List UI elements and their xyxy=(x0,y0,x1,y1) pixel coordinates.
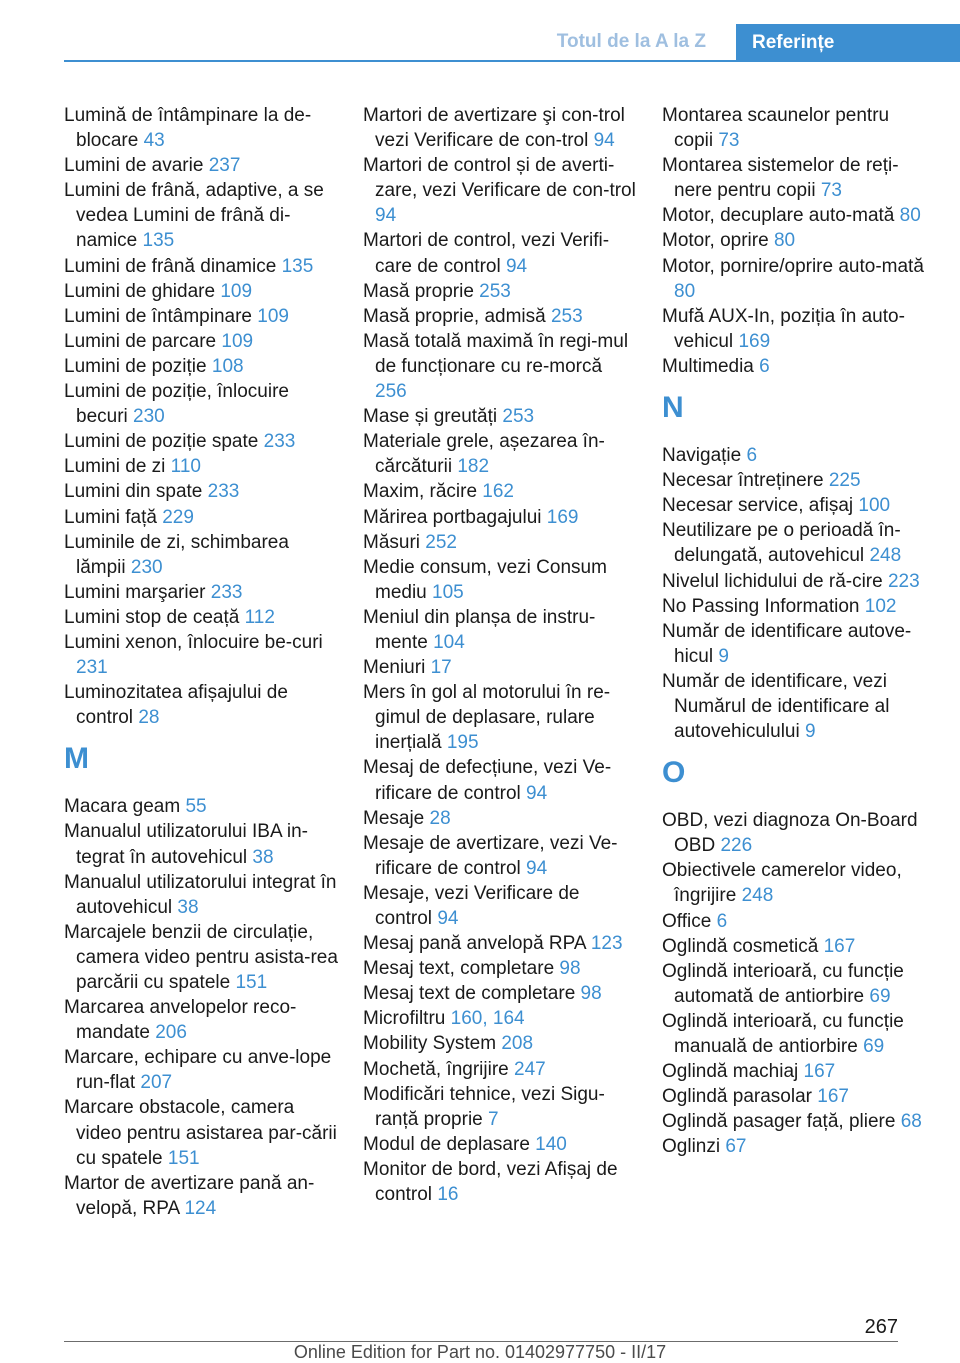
index-column-3 xyxy=(662,103,932,1159)
page-reference-link[interactable]: 162 xyxy=(482,481,514,503)
index-entry-text: Mesaje xyxy=(363,807,425,829)
index-entry-text: Lumini față xyxy=(64,506,157,528)
page-reference-link[interactable]: 248 xyxy=(869,545,902,567)
page-reference-link[interactable]: 80 xyxy=(674,280,696,302)
index-entry xyxy=(363,228,638,278)
page-reference-link[interactable]: 17 xyxy=(430,657,452,679)
index-entry xyxy=(363,279,638,304)
index-entry-text: Necesar întreținere xyxy=(662,470,824,492)
index-entry xyxy=(662,808,932,858)
page-reference-link[interactable]: 167 xyxy=(823,935,856,957)
index-entry-text: Luminozitatea afișajului de control xyxy=(64,682,288,729)
index-entry-text: Lumini de frână, adaptive, a se vedea Lumini de frână di-namice xyxy=(64,180,324,252)
index-entry-text: Mesaje de avertizare, vezi Ve-rificare de control xyxy=(363,832,618,879)
page-reference-link[interactable]: 38 xyxy=(252,846,274,868)
index-entry xyxy=(64,505,339,530)
index-entry xyxy=(662,304,932,354)
index-entry xyxy=(662,909,932,934)
section-title: Totul de la A la Z xyxy=(556,31,706,52)
index-entry xyxy=(363,505,638,530)
page-reference-link[interactable]: 207 xyxy=(140,1072,173,1094)
index-entry-text: Oglindă pasager față, pliere xyxy=(662,1111,896,1133)
page-reference-link[interactable]: 73 xyxy=(820,180,842,202)
index-entry-text: Lumini de poziție xyxy=(64,355,207,377)
page-reference-link[interactable]: 233 xyxy=(263,431,296,453)
index-entry-text: Lumini de avarie xyxy=(64,155,204,177)
index-entry-text: Mase și greutăți xyxy=(363,406,498,428)
index-entry-text: Lumini stop de ceață xyxy=(64,606,240,628)
index-entry-text: Motor, oprire xyxy=(662,230,769,252)
index-entry-text: Motor, pornire/oprire auto-mată xyxy=(662,255,924,277)
index-entry xyxy=(64,920,339,995)
index-entry xyxy=(64,429,339,454)
page-reference-link[interactable]: 43 xyxy=(143,130,165,152)
index-entry xyxy=(662,619,932,669)
index-entry xyxy=(363,1082,638,1132)
page-reference-link[interactable]: 230 xyxy=(130,556,163,578)
index-entry xyxy=(662,228,932,253)
page-reference-link[interactable]: 247 xyxy=(514,1058,546,1080)
index-entry xyxy=(662,858,932,908)
page-reference-link[interactable]: 6 xyxy=(746,445,758,467)
page-reference-link[interactable]: 223 xyxy=(887,570,920,592)
index-entry xyxy=(363,555,638,605)
index-entry xyxy=(363,304,638,329)
index-entry xyxy=(363,605,638,655)
index-entry xyxy=(64,178,339,253)
page-reference-link[interactable]: 167 xyxy=(817,1086,849,1108)
index-entry-text: Mărirea portbagajului xyxy=(363,506,542,528)
page-reference-link[interactable]: 253 xyxy=(502,406,535,428)
index-entry-text: OBD, vezi diagnoza On-Board OBD xyxy=(662,810,918,857)
index-entry-text: Lumini de ghidare xyxy=(64,280,216,302)
index-entry xyxy=(64,1171,339,1221)
page-reference-link[interactable]: 233 xyxy=(210,581,243,603)
index-entry-text: Lumină de întâmpinare la de-blocare xyxy=(64,105,312,152)
page-reference-link[interactable]: 16 xyxy=(437,1184,459,1206)
page-reference-link[interactable]: 98 xyxy=(559,958,581,980)
page-reference-link[interactable]: 135 xyxy=(281,255,314,277)
index-entry xyxy=(662,934,932,959)
index-column-1 xyxy=(64,103,339,1221)
index-entry-text: Masă totală maximă în regi-mul de funcționare cu re-morcă xyxy=(363,330,629,377)
index-entry xyxy=(363,1006,638,1031)
index-entry-text: Lumini de poziție spate xyxy=(64,431,259,453)
page-reference-link[interactable]: 112 xyxy=(244,606,275,628)
index-entry xyxy=(662,1134,932,1159)
index-entry-text: Număr de identificare autove-hicul xyxy=(662,620,912,667)
index-entry-text: Manualul utilizatorului IBA in-tegrat în autovehicul xyxy=(64,821,308,868)
page-reference-link[interactable]: 102 xyxy=(864,595,897,617)
page-reference-link[interactable]: 252 xyxy=(425,531,457,553)
index-entry-text: Mochetă, îngrijire xyxy=(363,1058,509,1080)
index-entry xyxy=(64,479,339,504)
index-entry-text: Număr de identificare, vezi Numărul de identificare al autovehiculului xyxy=(662,670,890,743)
index-entry-text: Maxim, răcire xyxy=(363,481,478,503)
index-entry-text: Mesaj text de completare xyxy=(363,983,576,1005)
page-reference-link[interactable]: 253 xyxy=(479,280,511,302)
page-reference-link[interactable]: 135 xyxy=(142,230,175,252)
index-entry xyxy=(64,153,339,178)
page-reference-link[interactable]: 225 xyxy=(828,470,861,492)
index-entry-text: Obiectivele camerelor video, îngrijire xyxy=(662,860,902,907)
index-entry xyxy=(662,443,932,468)
page-reference-link[interactable]: 237 xyxy=(208,155,241,177)
index-entry-text: Nivelul lichidului de ră-cire xyxy=(662,570,883,592)
chapter-tab: Referințe xyxy=(736,24,960,62)
index-entry xyxy=(662,1059,932,1084)
page-reference-link[interactable]: 226 xyxy=(720,835,753,857)
index-entry-text: Martor de avertizare pană an-velopă, RPA xyxy=(64,1172,315,1219)
index-entry xyxy=(363,429,638,479)
index-entry-text: Meniul din planșa de instru-mente xyxy=(363,606,596,653)
index-entry xyxy=(363,956,638,981)
index-entry-text: Necesar service, afișaj xyxy=(662,495,854,517)
page-reference-link[interactable]: 38 xyxy=(177,896,199,918)
index-entry xyxy=(64,530,339,580)
index-entry-text: Meniuri xyxy=(363,657,426,679)
index-entry-text: Multimedia xyxy=(662,355,754,377)
index-entry-text: Martori de control, vezi Verifi-care de control xyxy=(363,230,610,277)
index-entry-text: Lumini xenon, înlocuire be-curi xyxy=(64,631,323,653)
page-reference-link[interactable]: 94 xyxy=(526,782,548,804)
page-reference-link[interactable]: 256 xyxy=(375,381,407,403)
index-entry xyxy=(662,203,932,228)
page-reference-link[interactable]: 169 xyxy=(546,506,579,528)
index-entry-text: Mesaje, vezi Verificare de control xyxy=(363,882,580,929)
page-reference-link[interactable]: 100 xyxy=(858,495,891,517)
page-reference-link[interactable]: 9 xyxy=(718,645,729,667)
index-entry-text: Oglindă interioară, cu funcție manuală de antiorbire xyxy=(662,1010,904,1057)
index-entry-text: Marcarea anvelopelor reco-mandate xyxy=(64,997,297,1044)
index-entry xyxy=(662,1109,932,1134)
index-entry xyxy=(363,1157,638,1207)
index-entry-text: Microfiltru xyxy=(363,1008,446,1030)
page-reference-link[interactable]: 68 xyxy=(900,1111,922,1133)
page-reference-link[interactable]: 7 xyxy=(488,1108,499,1130)
index-letter-heading: M xyxy=(64,742,89,776)
index-entry xyxy=(662,669,932,744)
page-reference-link[interactable]: 6 xyxy=(716,910,728,932)
page-reference-link[interactable]: 195 xyxy=(446,732,479,754)
index-entry-text: Manualul utilizatorului integrat în autovehicul xyxy=(64,871,337,918)
page-reference-link[interactable]: 151 xyxy=(167,1147,200,1169)
index-entry xyxy=(64,819,339,869)
index-entry xyxy=(64,630,339,680)
index-entry-text: Medie consum, vezi Consum mediu xyxy=(363,556,607,603)
page-reference-link[interactable]: 80 xyxy=(899,205,921,227)
index-entry xyxy=(363,806,638,831)
index-entry xyxy=(64,329,339,354)
index-entry xyxy=(64,454,339,479)
index-entry-text: Motor, decuplare auto-mată xyxy=(662,205,895,227)
index-entry xyxy=(64,304,339,329)
page-reference-link[interactable]: 98 xyxy=(580,983,602,1005)
index-entry xyxy=(662,594,932,619)
index-entry xyxy=(64,1095,339,1170)
index-entry-text: Montarea sistemelor de reți-nere pentru copii xyxy=(662,155,899,202)
index-entry-text: Mesaj text, completare xyxy=(363,958,555,980)
index-entry-text: Măsuri xyxy=(363,531,421,553)
index-letter-heading: O xyxy=(662,756,686,790)
index-entry-text: Materiale grele, așezarea în-cărcăturii xyxy=(363,431,605,478)
page-reference-link[interactable]: 80 xyxy=(773,230,796,252)
page-reference-link[interactable]: 109 xyxy=(220,280,253,302)
index-entry xyxy=(363,981,638,1006)
index-entry xyxy=(363,404,638,429)
index-entry xyxy=(662,569,932,594)
page-reference-link[interactable]: 151 xyxy=(235,972,268,993)
index-entry-text: Marcajele benzii de circulație, camera video pentru asista-rea parcării cu spatele xyxy=(64,921,338,993)
index-entry-text: Lumini de poziție, înlocuire becuri xyxy=(64,381,289,428)
index-entry xyxy=(64,279,339,304)
page-reference-link[interactable]: 160, 164 xyxy=(450,1008,525,1030)
page-number: 267 xyxy=(864,1316,898,1338)
page-reference-link[interactable]: 109 xyxy=(221,330,254,352)
page-reference-link[interactable]: 124 xyxy=(184,1197,217,1219)
index-entry-text: Masă proprie xyxy=(363,280,474,302)
index-entry xyxy=(363,329,638,404)
index-entry-text: Oglinzi xyxy=(662,1136,721,1158)
page-reference-link[interactable]: 233 xyxy=(207,481,240,503)
page-reference-link[interactable]: 9 xyxy=(804,721,816,743)
index-entry-text: Mobility System xyxy=(363,1033,497,1055)
page-reference-link[interactable]: 253 xyxy=(550,305,583,327)
index-entry xyxy=(64,103,339,153)
index-entry xyxy=(64,794,339,819)
index-entry xyxy=(662,254,932,304)
index-entry xyxy=(363,655,638,680)
index-entry xyxy=(363,881,638,931)
index-entry-text: Mesaj pană anvelopă RPA xyxy=(363,933,586,955)
index-entry-text: Lumini de zi xyxy=(64,456,166,478)
index-letter-heading: N xyxy=(662,391,684,425)
index-entry xyxy=(64,580,339,605)
page-reference-link[interactable]: 167 xyxy=(803,1061,836,1083)
index-entry xyxy=(363,831,638,881)
page-reference-link[interactable]: 69 xyxy=(869,985,891,1007)
page-reference-link[interactable]: 6 xyxy=(759,355,770,377)
page-reference-link[interactable]: 94 xyxy=(437,908,459,929)
index-entry-text: Lumini din spate xyxy=(64,481,203,503)
page-reference-link[interactable]: 231 xyxy=(76,657,108,679)
index-entry-text: Mufă AUX-In, poziția în auto-vehicul xyxy=(662,305,905,352)
header-rule xyxy=(64,60,960,62)
index-entry xyxy=(363,1132,638,1157)
index-entry-text: Mesaj de defecțiune, vezi Ve-rificare de control xyxy=(363,757,612,804)
index-entry-text: Mers în gol al motorului în re-gimul de deplasare, rulare inerțială xyxy=(363,682,611,754)
index-entry-text: Luminile de zi, schimbarea lămpii xyxy=(64,531,289,578)
index-entry-text: Oglindă parasolar xyxy=(662,1086,812,1108)
page-reference-link[interactable]: 73 xyxy=(718,130,740,152)
page-reference-link[interactable]: 169 xyxy=(738,330,771,352)
index-entry xyxy=(363,153,638,228)
index-entry-text: Oglindă interioară, cu funcție automată de antiorbire xyxy=(662,960,904,1007)
index-entry-text: No Passing Information xyxy=(662,595,860,617)
index-entry-text: Lumini de întâmpinare xyxy=(64,305,252,327)
index-entry-text: Marcare, echipare cu anve-lope run-flat xyxy=(64,1047,332,1094)
page-reference-link[interactable]: 229 xyxy=(162,506,194,528)
index-entry xyxy=(662,468,932,493)
index-entry-text: Modul de deplasare xyxy=(363,1133,530,1155)
index-entry xyxy=(662,1009,932,1059)
index-entry xyxy=(363,1031,638,1056)
page-reference-link[interactable]: 104 xyxy=(433,631,465,653)
page-reference-link[interactable]: 123 xyxy=(590,933,623,955)
page-reference-link[interactable]: 28 xyxy=(429,807,451,829)
index-entry-text: Oglindă cosmetică xyxy=(662,935,819,957)
index-entry xyxy=(64,254,339,279)
index-entry xyxy=(64,354,339,379)
index-entry-text: Lumini marşarier xyxy=(64,581,206,603)
page-reference-link[interactable]: 94 xyxy=(526,857,548,879)
index-entry xyxy=(64,605,339,630)
index-entry-text: Neutilizare pe o perioadă în-delungată, autovehicul xyxy=(662,520,901,567)
index-entry xyxy=(64,379,339,429)
index-entry xyxy=(363,530,638,555)
index-entry-text: Montarea scaunelor pentru copii xyxy=(662,105,890,152)
index-entry xyxy=(662,518,932,568)
page-reference-link[interactable]: 109 xyxy=(257,305,289,327)
edition-note: Online Edition for Part no. 01402977750 - II/17 xyxy=(293,1342,667,1362)
index-entry-text: Monitor de bord, vezi Afișaj de control xyxy=(363,1158,618,1206)
index-entry xyxy=(662,103,932,153)
index-entry xyxy=(662,354,932,379)
index-entry xyxy=(363,479,638,504)
index-entry xyxy=(64,995,339,1045)
page-reference-link[interactable]: 206 xyxy=(155,1022,187,1044)
index-entry-text: Martori de avertizare şi con-trol vezi Verificare de con-trol xyxy=(363,105,625,152)
index-entry xyxy=(662,493,932,518)
index-entry-text: Oglindă machiaj xyxy=(662,1061,799,1083)
index-entry-text: Marcare obstacole, camera video pentru asistarea par-cării cu spatele xyxy=(64,1097,337,1169)
index-entry xyxy=(64,680,339,730)
index-entry-text: Lumini de frână dinamice xyxy=(64,255,277,277)
index-entry xyxy=(662,153,932,203)
index-entry xyxy=(363,755,638,805)
index-entry-text: Lumini de parcare xyxy=(64,330,217,352)
index-entry xyxy=(363,1057,638,1082)
index-entry-text: Masă proprie, admisă xyxy=(363,305,546,327)
page-reference-link[interactable]: 230 xyxy=(133,406,165,428)
page-reference-link[interactable]: 182 xyxy=(457,456,490,478)
page-reference-link[interactable]: 110 xyxy=(170,456,201,478)
index-entry xyxy=(363,931,638,956)
page-reference-link[interactable]: 208 xyxy=(501,1033,534,1055)
index-entry-text: Modificări tehnice, vezi Sigu-ranță proprie xyxy=(363,1083,605,1130)
index-entry xyxy=(64,870,339,920)
index-entry xyxy=(64,1045,339,1095)
index-entry xyxy=(363,680,638,755)
page-reference-link[interactable]: 28 xyxy=(138,707,160,729)
page-reference-link[interactable]: 69 xyxy=(863,1036,885,1057)
index-entry-text: Macara geam xyxy=(64,796,181,818)
index-entry xyxy=(662,959,932,1009)
page-reference-link[interactable]: 108 xyxy=(211,355,244,377)
index-column-2 xyxy=(363,103,638,1207)
page-reference-link[interactable]: 140 xyxy=(535,1133,567,1155)
page-reference-link[interactable]: 105 xyxy=(432,581,464,603)
page-reference-link[interactable]: 248 xyxy=(741,885,774,907)
index-entry-text: Martori de control și de averti-zare, vezi Verificare de con-trol xyxy=(363,155,636,202)
page-reference-link[interactable]: 67 xyxy=(725,1136,747,1158)
index-entry xyxy=(363,103,638,153)
index-entry-text: Office xyxy=(662,910,712,932)
page-reference-link[interactable]: 94 xyxy=(593,130,615,152)
page-reference-link[interactable]: 94 xyxy=(505,255,528,277)
index-entry xyxy=(662,1084,932,1109)
page-reference-link[interactable]: 94 xyxy=(375,205,397,227)
page-header xyxy=(0,0,960,62)
index-entry-text: Navigație xyxy=(662,445,742,467)
page-reference-link[interactable]: 55 xyxy=(185,796,207,818)
